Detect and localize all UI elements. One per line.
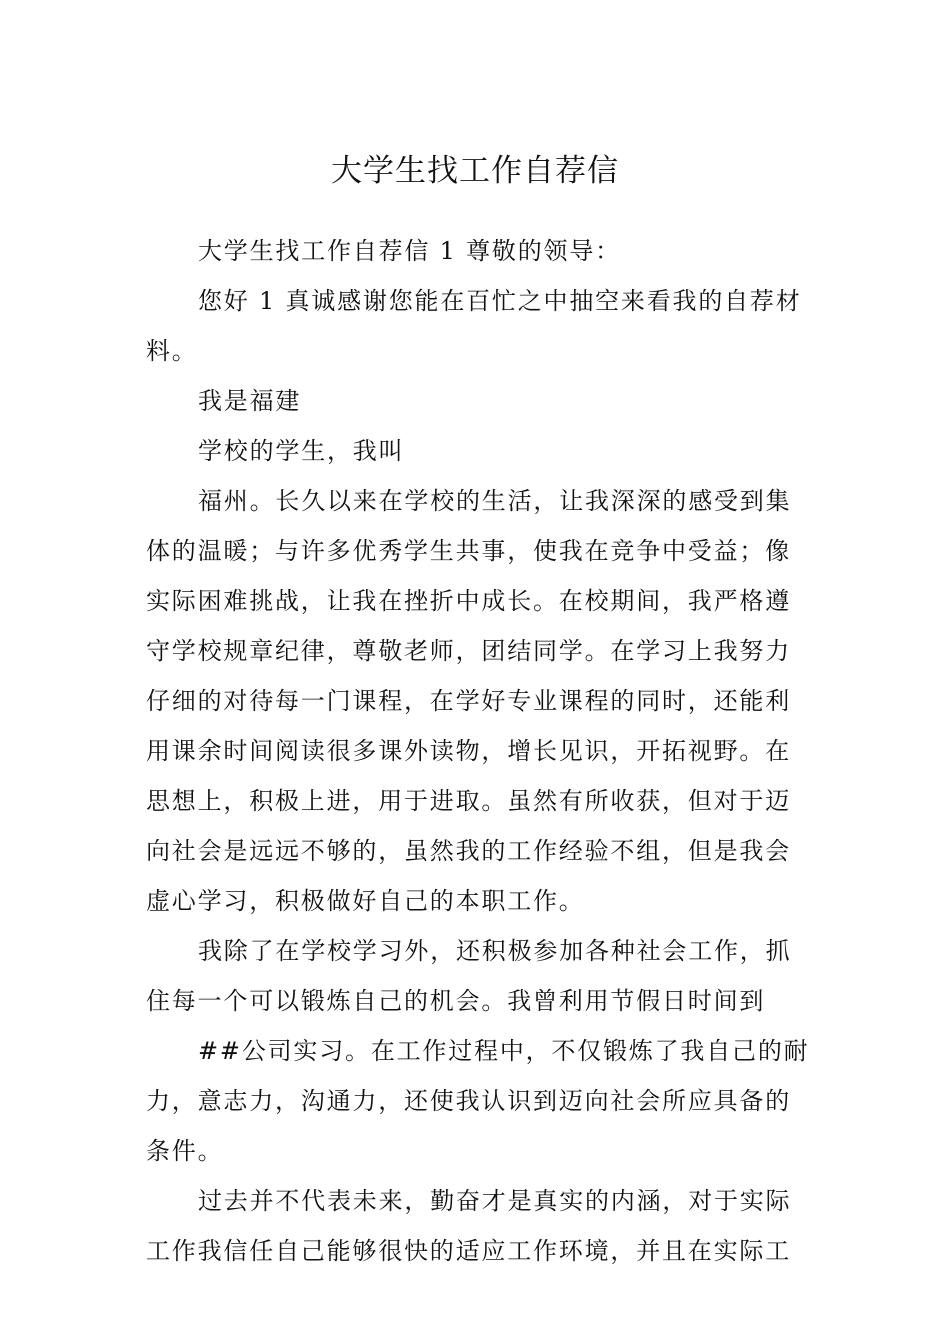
paragraph-school-life: 福州。长久以来在学校的生活，让我深深的感受到集体的温暖；与许多优秀学生共事，使我在竞争中受益；像实际困难挑战，让我在挫折中成长。在校期间，我严格遵守学校规章纪律，尊敬老师，团结同学。在学习上我努力仔细的对待每一门课程，在学好专业课程的同时，还能利用课余时间阅读很多课外读物，增长见识，开拓视野。在思想上，积极上进，用于进取。虽然有所收获，但对于迈向社会是远远不够的，虽然我的工作经验不组，但是我会虚心学习，积极做好自己的本职工作。 <box>146 487 792 915</box>
paragraph-social-work: 我除了在学校学习外，还积极参加各种社会工作，抓住每一个可以锻炼自己的机会。我曾利用节假日时间到 <box>146 937 792 1015</box>
paragraph-future: 过去并不代表未来，勤奋才是真实的内涵，对于实际工作我信任自己能够很快的适应工作环境，并且在实际工 <box>146 1187 792 1265</box>
paragraph-greeting: 您好 1 真诚感谢您能在百忙之中抽空来看我的自荐材料。 <box>146 287 802 365</box>
document-body <box>146 226 811 1276</box>
document-title: 大学生找工作自荐信 <box>331 152 619 189</box>
paragraph-salutation: 大学生找工作自荐信 1 尊敬的领导： <box>198 237 621 265</box>
paragraph-name: 学校的学生，我叫 <box>198 437 405 465</box>
paragraph-school: 我是福建 <box>198 387 302 415</box>
paragraph-internship: ##公司实习。在工作过程中，不仅锻炼了我自己的耐力，意志力，沟通力，还使我认识到迈向社会所应具备的条件。 <box>146 1037 810 1165</box>
